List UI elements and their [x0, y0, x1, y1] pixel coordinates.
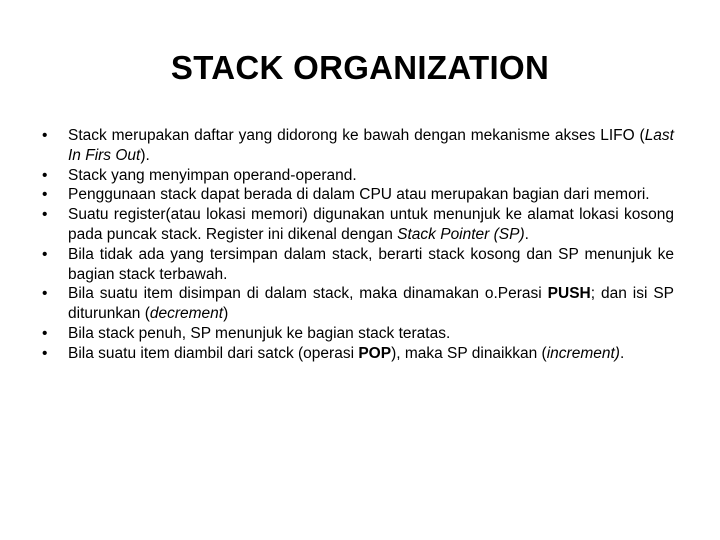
bullet-item — [42, 166, 674, 186]
bullet-italic-text: Last In Firs Out — [68, 127, 674, 164]
bullet-italic-text: decrement — [149, 305, 224, 323]
bullet-text: Stack yang menyimpan operand-operand. — [68, 166, 357, 184]
bullet-item — [42, 324, 674, 344]
bullet-item — [42, 344, 674, 364]
bullet-item — [42, 284, 674, 324]
bullet-text: Bila stack penuh, SP menunjuk ke bagian stack teratas. — [68, 324, 451, 342]
bullet-bold-text: POP — [358, 344, 392, 362]
bullet-item — [42, 185, 674, 205]
bullet-item — [42, 126, 674, 166]
bullet-list — [42, 126, 674, 364]
bullet-text: Bila suatu item diambil dari satck (operasi — [68, 344, 359, 362]
bullet-text: ). — [140, 146, 150, 164]
bullet-text: ), maka SP dinaikkan ( — [391, 344, 547, 362]
bullet-text: Suatu register(atau lokasi memori) digunakan untuk menunjuk ke alamat lokasi kosong pada puncak stack. Register ini dikenal dengan — [68, 206, 674, 243]
bullet-text: Bila tidak ada yang tersimpan dalam stack, berarti stack kosong dan SP menunjuk ke bagian stack terbawah. — [68, 245, 674, 283]
bullet-text: ; dan isi SP diturunkan ( — [68, 285, 675, 323]
bullet-text: Bila suatu item disimpan di dalam stack, maka dinamakan o.Perasi — [68, 285, 548, 303]
slide-title: STACK ORGANIZATION — [170, 49, 550, 86]
bullet-item — [42, 245, 674, 285]
bullet-italic-text: Stack Pointer (SP) — [397, 225, 525, 243]
bullet-text: . — [619, 344, 625, 362]
bullet-text: Stack merupakan daftar yang didorong ke bawah dengan mekanisme akses LIFO ( — [68, 127, 645, 144]
bullet-bold-text: PUSH — [547, 285, 591, 303]
bullet-text: Penggunaan stack dapat berada di dalam CPU atau merupakan bagian dari memori. — [68, 186, 650, 204]
bullet-italic-text: increment) — [546, 344, 620, 362]
bullet-item — [42, 205, 674, 245]
bullet-text: ) — [223, 305, 229, 323]
bullet-text: . — [524, 225, 529, 243]
